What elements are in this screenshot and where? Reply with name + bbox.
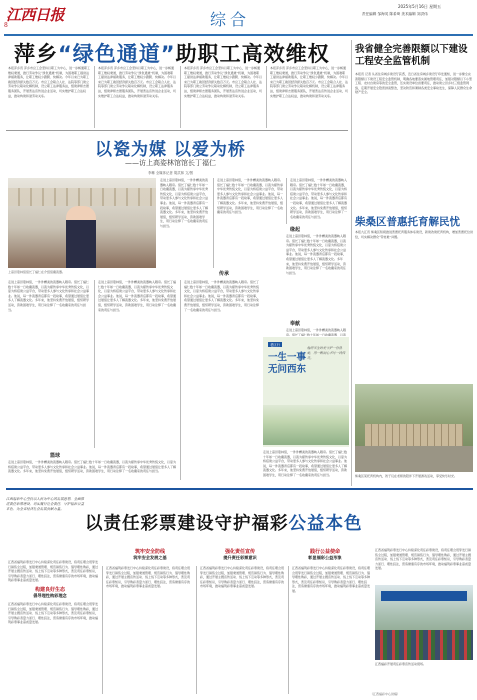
editor-credits: 责任编辑 邹海英 陈希琦 美术编辑 刘洪伟 <box>362 12 428 16</box>
bottom-headline-pre: 以责任彩票建设守护福彩 <box>85 514 289 534</box>
dateline: 2025年5月16日 星期五 <box>398 4 442 9</box>
feature-col-f: 走进上高县姿林馆，一件件精美的瓷器映入眼帘。馆长丁福仁数十年如一日收藏瓷器，以瓷为媒传承中华优秀传统文化，以爱为桥搭建公益平台，带动更多人参与文化传承和社会公益事业。他说，每一件瓷器背后都有一段故事，希望通过展馆让更多人了解瓷器文化。多年来，他坚持免费开放展馆，组织研学活动，资助困难学生，用行动诠释了一名收藏家的责任与担当。 <box>94 280 176 448</box>
kicker-2-sub: 提升责任彩票意识 <box>223 555 257 560</box>
quote-title: 一生一事 无问西东 <box>268 352 307 375</box>
main-headline-quote: “绿色通道” <box>58 42 176 66</box>
bottom-headline <box>85 510 363 535</box>
kicker-1-title: 筑牢安全防线 <box>134 549 165 555</box>
kicker-4-title: 践行公益使命 <box>309 549 340 555</box>
page-header <box>0 0 477 34</box>
right-story-headline: 我省健全完善限额以下建设工程安全监管机制 <box>355 44 468 67</box>
bottom-headline-highlight: 公益本色 <box>288 514 363 534</box>
feature-col-i: 走进上高县姿林馆，一件件精美的瓷器映入眼帘。馆长丁福仁数十年如一日收藏瓷器，以瓷为媒传承中华优秀传统文化，以爱为桥搭建公益平台，带动更多人参与文化传承和社会公益事业。他说，每一件瓷器背后都有一段故事，希望通过展馆让更多人了解瓷器文化。多年来，他坚持免费开放展馆，组织研学活动，资助困难学生，用行动诠释了一名收藏家的责任与担当。 <box>8 460 176 474</box>
main-headline-post: 助职工高效维权 <box>175 42 330 66</box>
kicker-4-sub: 彰显福彩公益形象 <box>308 555 342 560</box>
fucai-event-photo <box>375 585 473 660</box>
feature-col-b: 走进上高县姿林馆，一件件精美的瓷器映入眼帘。馆长丁福仁数十年如一日收藏瓷器，以瓷为媒传承中华优秀传统文化，以爱为桥搭建公益平台，带动更多人参与文化传承和社会公益事业。他说，每一件瓷器背后都有一段故事，希望通过展馆让更多人了解瓷器文化。多年来，他坚持免费开放展馆，组织研学活动，资助困难学生，用行动诠释了一名收藏家的责任与担当。 <box>213 178 283 268</box>
tuoyu-photo <box>355 384 473 472</box>
main-headline <box>14 38 330 68</box>
bottom-col-e: 江西省福利彩票发行中心持续深化责任彩票建设，将责任理念贯穿发行销售全过程，加强渠道管理、规范销售行为、倡导理性购彩，通过开展主题宣传活动、线上线下互动等多种形式，普及责任彩票知识，引导购彩者量力而行、理性投注，营造健康有序的市场环境，推动福利彩票事业高质量发展。 <box>375 548 472 571</box>
bottom-col-c: 江西省福利彩票发行中心持续深化责任彩票建设，将责任理念贯穿发行销售全过程，加强渠道管理、规范销售行为、倡导理性购彩，通过开展主题宣传活动、线上线下互动等多种形式，普及责任彩票知识，引导购彩者量力而行、理性投注，营造健康有序的市场环境，推动福利彩票事业高质量发展。 <box>196 566 284 694</box>
quote-tag: 老区行 <box>270 343 281 347</box>
kicker-2-title: 强化责任宣传 <box>224 549 255 555</box>
feature-divider <box>6 130 348 131</box>
feature-col-a: 走进上高县姿林馆，一件件精美的瓷器映入眼帘。馆长丁福仁数十年如一日收藏瓷器，以瓷为媒传承中华优秀传统文化，以爱为桥搭建公益平台，带动更多人参与文化传承和社会公益事业。他说，每一件瓷器背后都有一段故事，希望通过展馆让更多人了解瓷器文化。多年来，他坚持免费开放展馆，组织研学活动，资助困难学生，用行动诠释了一名收藏家的责任与担当。 <box>160 178 209 228</box>
bottom-story-lead: 江西福彩中心坚持以人民为中心的发展思想，全面推进责任彩票建设，切实履行社会责任，守护福彩公益本色，为全省经济社会发展贡献力量。 <box>6 497 84 511</box>
main-headline-pre: 萍乡 <box>14 42 58 66</box>
photo-person <box>66 206 96 268</box>
feature-col-e: 走进上高县姿林馆，一件件精美的瓷器映入眼帘。馆长丁福仁数十年如一日收藏瓷器，以瓷为媒传承中华优秀传统文化，以爱为桥搭建公益平台，带动更多人参与文化传承和社会公益事业。他说，每一件瓷器背后都有一段故事，希望通过展馆让更多人了解瓷器文化。多年来，他坚持免费开放展馆，组织研学活动，资助困难学生，用行动诠释了一名收藏家的责任与担当。 <box>8 280 90 312</box>
feature-photo-caption: 上高县姿林馆馆长丁福仁在介绍馆藏瓷器。 <box>8 270 66 274</box>
kicker-1-sub: 筑牢安全发展之基 <box>133 555 167 560</box>
photo-crowd <box>375 630 473 660</box>
tuoyu-photo-caption: 柴桑区某托育机构内，孩子们在老师的陪伴下开展游戏活动，享受快乐时光。 <box>355 474 458 478</box>
right-column-divider <box>351 40 352 486</box>
feature-col-j: 走进上高县姿林馆，一件件精美的瓷器映入眼帘。馆长丁福仁数十年如一日收藏瓷器，以瓷为媒传承中华优秀传统文化，以爱为桥搭建公益平台，带动更多人参与文化传承和社会公益事业。他说，每一件瓷器背后都有一段故事，希望通过展馆让更多人了解瓷器文化。多年来，他坚持免费开放展馆，组织研学活动，资助困难学生，用行动诠释了一名收藏家的责任与担当。 <box>263 450 348 477</box>
bottom-story-source: （江西福彩中心供稿） <box>370 692 401 696</box>
tuoyu-story-body: 本报九江讯 柴桑区积极推进普惠托育服务体系建设，新建改建托育机构，增加普惠托位供给，切实解决群众“带娃难”问题。 <box>355 230 473 239</box>
feature-subhead-4: 篮球 <box>50 453 61 459</box>
feature-photo <box>8 178 156 268</box>
quote-landscape-art <box>263 405 349 445</box>
kicker-1 <box>110 548 190 561</box>
feature-col-h: 走进上高县姿林馆，一件件精美的瓷器映入眼帘。馆长丁福仁数十年如一日收藏瓷器，以瓷 <box>286 328 347 336</box>
photo-ground <box>355 446 473 472</box>
quote-text: 他用半生时光守护一份热爱，用一颗初心书写一段传奇。 <box>307 346 346 360</box>
section-title: 综合 <box>210 10 251 29</box>
photo-building <box>365 424 463 446</box>
kicker-3-title: 构建良好生态 <box>34 587 65 593</box>
bottom-col-b: 江西省福利彩票发行中心持续深化责任彩票建设，将责任理念贯穿发行销售全过程，加强渠道管理、规范销售行为、倡导理性购彩，通过开展主题宣传活动、线上线下互动等多种形式，普及责任彩票知识，引导购彩者量力而行、理性投注，营造健康有序的市场环境，推动福利彩票事业高质量发展。 <box>102 566 192 694</box>
bottom-col-d: 江西省福利彩票发行中心持续深化责任彩票建设，将责任理念贯穿发行销售全过程，加强渠道管理、规范销售行为、倡导理性购彩，通过开展主题宣传活动、线上线下互动等多种形式，普及责任彩票知识，引导购彩者量力而行、理性投注，营造健康有序的市场环境，推动福利彩票事业高质量发展。 <box>288 566 372 694</box>
feature-headline: 以瓷为媒 以爱为桥 <box>95 140 246 160</box>
page-number: 8 <box>4 22 8 29</box>
feature-col-d: 走进上高县姿林馆，一件件精美的瓷器映入眼帘。馆长丁福仁数十年如一日收藏瓷器，以瓷为媒传承中华优秀传统文化，以爱为桥搭建公益平台，带动更多人参与文化传承和社会公益事业。他说，每一件瓷器背后都有一段故事，希望通过展馆让更多人了解瓷器文化。多年来，他坚持免费开放展馆，组织研学活动，资助困难学生，用行动诠释了一名收藏家的责任与担当。 <box>286 234 347 275</box>
feature-subheadline: ——访上高姿林馆馆长丁福仁 <box>125 159 216 167</box>
kicker-3 <box>10 586 90 599</box>
fucai-photo-caption: 江西福彩开展责任彩票宣传活动现场。 <box>375 662 427 666</box>
main-story-col-3: 本报萍乡讯 萍乡市总工会坚持以职工为中心，进一步畅通职工维权渠道，推行劳动争议“绿色通道”机制，为困难职工提供法律援助服务，让职工维权少跑腿、快解决。今年以来已为职工挽回经济损失数百万元。市总工会联合人社、法院等部门建立劳动争议联动化解机制，设立职工法律服务站，组建律师志愿服务团队，开展普法宣传进企业活动，切实维护职工合法权益，推动构建和谐劳动关系。 <box>180 66 262 128</box>
main-story-col-4: 本报萍乡讯 萍乡市总工会坚持以职工为中心，进一步畅通职工维权渠道，推行劳动争议“绿色通道”机制，为困难职工提供法律援助服务，让职工维权少跑腿、快解决。今年以来已为职工挽回经济损失数百万元。市总工会联合人社、法院等部门建立劳动争议联动化解机制，设立职工法律服务站，组建律师志愿服务团队，开展普法宣传进企业活动，切实维护职工合法权益，推动构建和谐劳动关系。 <box>266 66 348 128</box>
feature-col-g: 走进上高县姿林馆，一件件精美的瓷器映入眼帘。馆长丁福仁数十年如一日收藏瓷器，以瓷为媒传承中华优秀传统文化，以爱为桥搭建公益平台，带动更多人参与文化传承和社会公益事业。他说，每一件瓷器背后都有一段故事，希望通过展馆让更多人了解瓷器文化。多年来，他坚持免费开放展馆，组织研学活动，资助困难学生，用行动诠释了一名收藏家的责任与担当。 <box>180 280 260 480</box>
feature-subhead-3: 奉献 <box>290 321 301 327</box>
bottom-col-a-top: 江西省福利彩票发行中心持续深化责任彩票建设，将责任理念贯穿发行销售全过程，加强渠道管理、规范销售行为、倡导理性购彩，通过开展主题宣传活动、线上线下互动等多种形式，普及责任彩票知识，引导购彩者量力而行、理性投注，营造健康有序的市场环境，推动福利彩票事业高质量发展。 <box>8 560 98 583</box>
photo-shelf <box>8 188 156 206</box>
feature-subhead-1: 缘起 <box>290 227 301 233</box>
kicker-4 <box>280 548 370 561</box>
main-story-col-1: 本报萍乡讯 萍乡市总工会坚持以职工为中心，进一步畅通职工维权渠道，推行劳动争议“绿色通道”机制，为困难职工提供法律援助服务，让职工维权少跑腿、快解决。今年以来已为职工挽回经济损失数百万元。市总工会联合人社、法院等部门建立劳动争议联动化解机制，设立职工法律服务站，组建律师志愿服务团队，开展普法宣传进企业活动，切实维护职工合法权益，推动构建和谐劳动关系。 <box>8 66 90 98</box>
masthead-logo: 江西日报 <box>6 6 65 24</box>
main-story-col-2: 本报萍乡讯 萍乡市总工会坚持以职工为中心，进一步畅通职工维权渠道，推行劳动争议“绿色通道”机制，为困难职工提供法律援助服务，让职工维权少跑腿、快解决。今年以来已为职工挽回经济损失数百万元。市总工会联合人社、法院等部门建立劳动争议联动化解机制，设立职工法律服务站，组建律师志愿服务团队，开展普法宣传进企业活动，切实维护职工合法权益，推动构建和谐劳动关系。 <box>94 66 176 128</box>
feature-byline: 李琳 全媒体记者 胡武林 文/图 <box>148 171 194 175</box>
header-divider <box>4 34 473 36</box>
photo-banner <box>381 591 467 601</box>
right-story-body: 本报讯 记者 从省住房城乡建设厅获悉，近日省住房城乡建设厅印发通知，进一步健全完善限额以下建设工程安全监管机制，明确各地要落实属地管理责任，加强对限额以下小型工程、农村自建房等的安全监管，压实建设单位首要责任，推动建立县乡村三级监管网络，定期开展安全隐患排查整治，坚决防范和遏制各类安全事故发生，保障人民群众生命财产安全。 <box>355 72 473 95</box>
tuoyu-story-headline: 柴桑区普惠托育解民忧 <box>355 216 460 228</box>
feature-subhead-2: 传承 <box>219 271 230 277</box>
bottom-col-a: 江西省福利彩票发行中心持续深化责任彩票建设，将责任理念贯穿发行销售全过程，加强渠道管理、规范销售行为、倡导理性购彩，通过开展主题宣传活动、线上线下互动等多种形式，普及责任彩票知识，引导购彩者量力而行、理性投注，营造健康有序的市场环境，推动福利彩票事业高质量发展。 <box>8 602 98 625</box>
kicker-3-sub: 倡导理性购彩理念 <box>33 593 67 598</box>
kicker-2 <box>200 548 280 561</box>
feature-col-c: 走进上高县姿林馆，一件件精美的瓷器映入眼帘。馆长丁福仁数十年如一日收藏瓷器，以瓷为媒传承中华优秀传统文化，以爱为桥搭建公益平台，带动更多人参与文化传承和社会公益事业。他说，每一件瓷器背后都有一段故事，希望通过展馆让更多人了解瓷器文化。多年来，他坚持免费开放展馆，组织研学活动，资助困难学生，用行动诠释了一名收藏家的责任与担当。 <box>286 178 348 224</box>
section-divider <box>6 488 473 490</box>
